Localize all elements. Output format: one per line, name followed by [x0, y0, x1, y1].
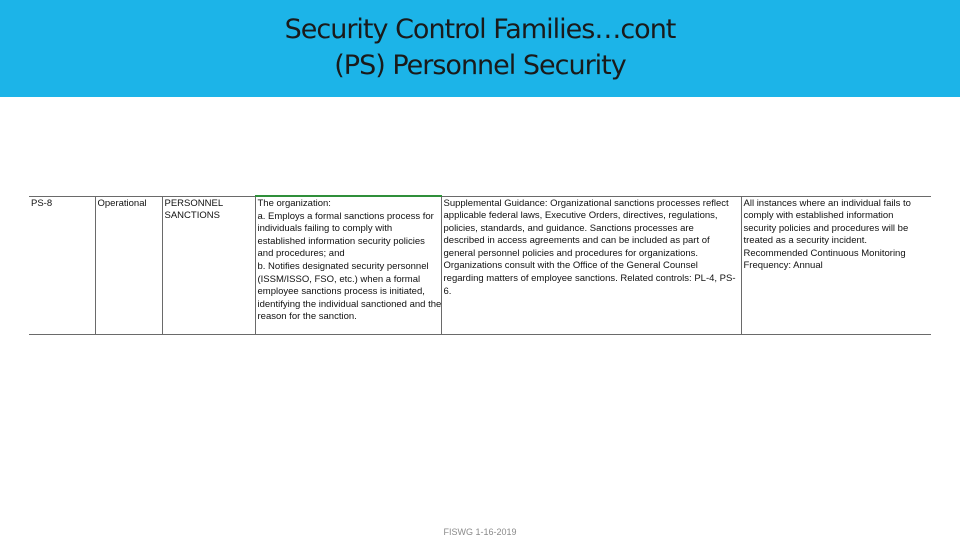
slide-title-line-1: Security Control Families…cont — [284, 14, 676, 45]
monitoring-line: treated as a security incident. — [743, 235, 868, 247]
requirement-line: The organization: — [257, 198, 331, 209]
control-class: Operational — [97, 197, 147, 209]
monitoring-line: security policies and procedures will be — [743, 222, 909, 234]
slide-footer: FISWG 1-16-2019 — [443, 527, 517, 537]
control-name-line: PERSONNEL — [164, 197, 224, 209]
guidance-line: 6. — [443, 285, 452, 297]
guidance-line: policies, standards, and guidance. Sanctions processes are — [443, 222, 694, 234]
requirement-line: and procedures; and — [257, 248, 345, 260]
control-class-cell — [95, 196, 162, 335]
guidance-line: general personnel policies and procedures for organizations. — [443, 247, 699, 259]
monitoring-line: Recommended Continuous Monitoring — [743, 247, 906, 259]
control-table — [29, 195, 931, 335]
requirement-cell[interactable] — [255, 196, 441, 335]
monitoring-line: comply with established information — [743, 210, 894, 222]
requirement-line: identifying the individual sanctioned and the — [257, 298, 442, 310]
control-id-cell — [29, 196, 95, 335]
control-name-cell — [162, 196, 255, 335]
requirement-line: employee sanctions process is initiated, — [257, 286, 425, 298]
guidance-line: applicable federal laws, Executive Orders, directives, regulations, — [443, 210, 718, 222]
guidance-line: described in access agreements and can be included as part of — [443, 235, 710, 247]
requirement-line: established information security policies — [257, 235, 425, 247]
guidance-line: Organizations consult with the Office of the General Counsel — [443, 260, 698, 272]
table-row — [29, 196, 931, 335]
slide-title-line-2: (PS) Personnel Security — [334, 50, 626, 81]
monitoring-cell — [741, 196, 931, 335]
control-name-line: SANCTIONS — [164, 210, 220, 222]
control-id: PS-8 — [31, 197, 53, 209]
monitoring-line: Frequency: Annual — [743, 260, 823, 272]
guidance-line: regarding matters of employee sanctions. Related controls: PL-4, PS- — [443, 273, 736, 285]
requirement-line: individuals failing to comply with — [257, 223, 393, 235]
guidance-cell — [441, 196, 741, 335]
requirement-line: reason for the sanction. — [257, 311, 357, 323]
requirement-line: b. Notifies designated security personnel — [257, 260, 429, 272]
requirement-line: (ISSM/ISSO, FSO, etc.) when a formal — [257, 273, 421, 285]
slide-title — [0, 12, 960, 84]
guidance-line: Supplemental Guidance: Organizational sanctions processes reflect — [443, 197, 729, 209]
monitoring-line: All instances where an individual fails to — [743, 197, 911, 209]
requirement-line: a. Employs a formal sanctions process for — [257, 210, 434, 222]
